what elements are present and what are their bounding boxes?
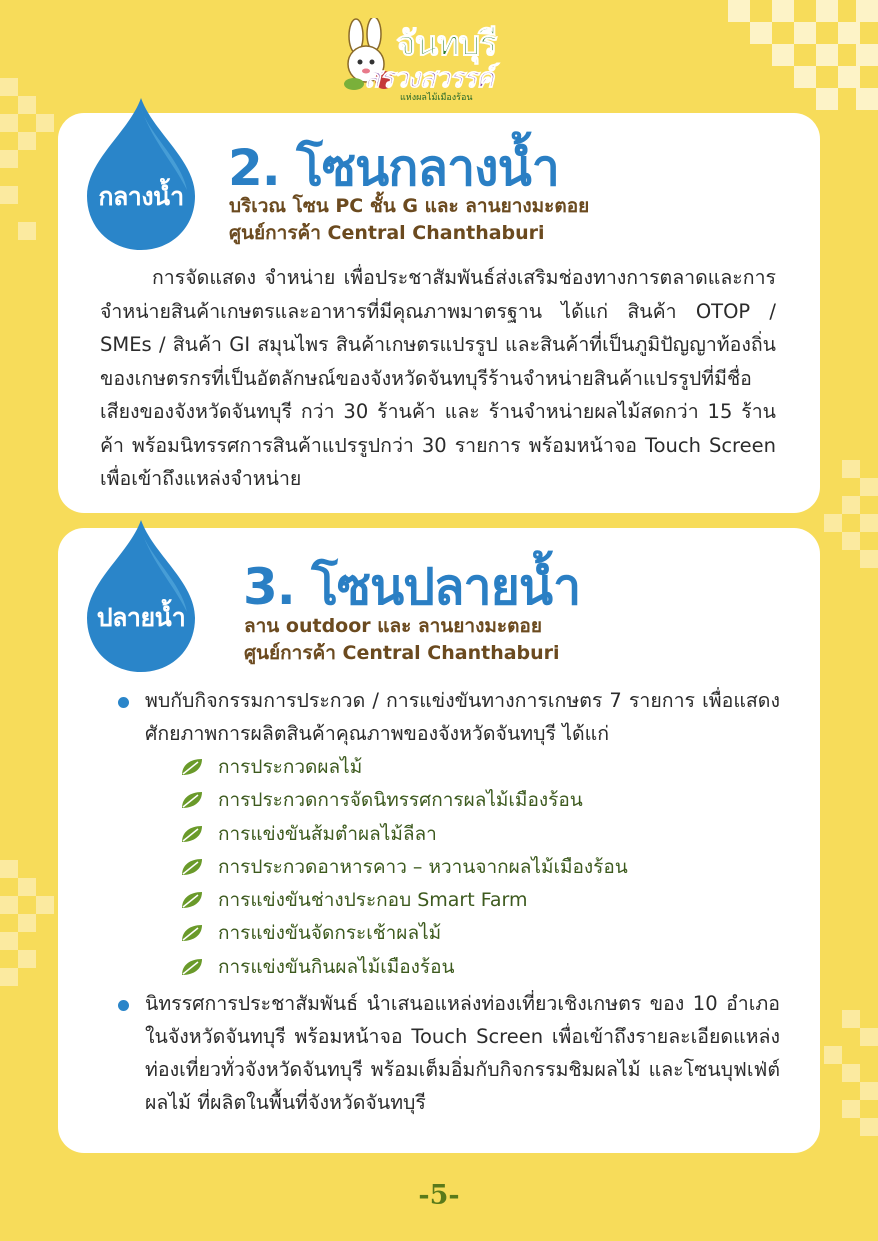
list-item: การแข่งขันช่างประกอบ Smart Farm	[180, 884, 780, 917]
leaf-icon	[180, 790, 204, 810]
competition-list	[110, 751, 780, 984]
zone3-card	[58, 528, 820, 1153]
bullet-text: นิทรรศการประชาสัมพันธ์ นำเสนอแหล่งท่องเที่ยวเชิงเกษตร ของ 10 อำเภอ ในจังหวัดจันทบุรี พร้อมหน้าจอ Touch Screen เพื่อเข้าถึงรายละเอียดแหล่งท่องเที่ยวทั่วจังหวัดจันทบุรี พร้อมเต็มอิ่มกับกิจกรรมชิมผลไม้ และโซนบุฟเฟ่ต์ผลไม้ ที่ผลิตในพื้นที่จังหวัดจันทบุรี	[145, 992, 780, 1115]
logo-line2: สรวงสวรรค์	[364, 63, 494, 94]
leaf-icon	[180, 824, 204, 844]
leaf-icon	[180, 923, 204, 943]
zone2-title: 2. โซนกลางน้ำ	[228, 139, 559, 197]
zone3-activity-list	[110, 684, 780, 1119]
zone3-subtitle-line2: ศูนย์การค้า Central Chanthaburi	[244, 642, 560, 664]
water-drop-icon	[83, 98, 199, 252]
zone2-drop-label: กลางน้ำ	[98, 182, 184, 211]
leaf-icon	[180, 957, 204, 977]
zone3-bullet-exhibition	[110, 987, 780, 1119]
page-number: -5-	[418, 1180, 460, 1211]
bullet-text: พบกับกิจกรรมการประกวด / การแข่งขันทางการเกษตร 7 รายการ เพื่อแสดงศักยภาพการผลิตสินค้าคุณภาพของจังหวัดจันทบุรี ได้แก่	[145, 689, 780, 745]
zone2-subtitle-line2: ศูนย์การค้า Central Chanthaburi	[229, 222, 545, 244]
leaf-icon	[180, 890, 204, 910]
list-item: การแข่งขันกินผลไม้เมืองร้อน	[180, 951, 780, 984]
bullet-dot-icon	[118, 1000, 129, 1011]
leaf-icon	[180, 857, 204, 877]
zone2-card	[58, 113, 820, 513]
leaf-icon	[180, 757, 204, 777]
zone3-title: 3. โซนปลายน้ำ	[243, 558, 581, 616]
list-item: การแข่งขันส้มตำผลไม้ลีลา	[180, 818, 780, 851]
water-drop-icon	[83, 520, 199, 674]
zone3-drop-label: ปลายน้ำ	[96, 603, 186, 632]
event-logo	[340, 14, 530, 106]
list-item: การประกวดการจัดนิทรรศการผลไม้เมืองร้อน	[180, 784, 780, 817]
list-item: การประกวดอาหารคาว – หวานจากผลไม้เมืองร้อน	[180, 851, 780, 884]
zone2-description: การจัดแสดง จำหน่าย เพื่อประชาสัมพันธ์ส่งเสริมช่องทางการตลาดและการจำหน่ายสินค้าเกษตรและอาหารที่มีคุณภาพมาตรฐาน ได้แก่ สินค้า OTOP / SMEs / สินค้า GI สมุนไพร สินค้าเกษตรแปรรูป และสินค้าที่เป็นภูมิปัญญาท้องถิ่นของเกษตรกรที่เป็นอัตลักษณ์ของจังหวัดจันทบุรีร้านจำหน่ายสินค้าแปรรูปที่มีชื่อเสียงของจังหวัดจันทบุรี กว่า 30 ร้านค้า และ ร้านจำหน่ายผลไม้สดกว่า 15 ร้านค้า พร้อมนิทรรศการสินค้าแปรรูปกว่า 30 รายการ พร้อมหน้าจอ Touch Screen เพื่อเข้าถึงแหล่งจำหน่าย	[100, 266, 776, 490]
zone3-bullet-competitions	[110, 684, 780, 750]
zone3-subtitle-line1: ลาน outdoor และ ลานยางมะตอย	[244, 615, 542, 637]
bullet-dot-icon	[118, 697, 129, 708]
logo-tagline: แห่งผลไม้เมืองร้อน	[400, 93, 473, 103]
list-item: การประกวดผลไม้	[180, 751, 780, 784]
list-item: การแข่งขันจัดกระเช้าผลไม้	[180, 917, 780, 950]
logo-line1: จันทบุรี	[396, 24, 497, 64]
zone2-subtitle-line1: บริเวณ โซน PC ชั้น G และ ลานยางมะตอย	[229, 195, 590, 217]
